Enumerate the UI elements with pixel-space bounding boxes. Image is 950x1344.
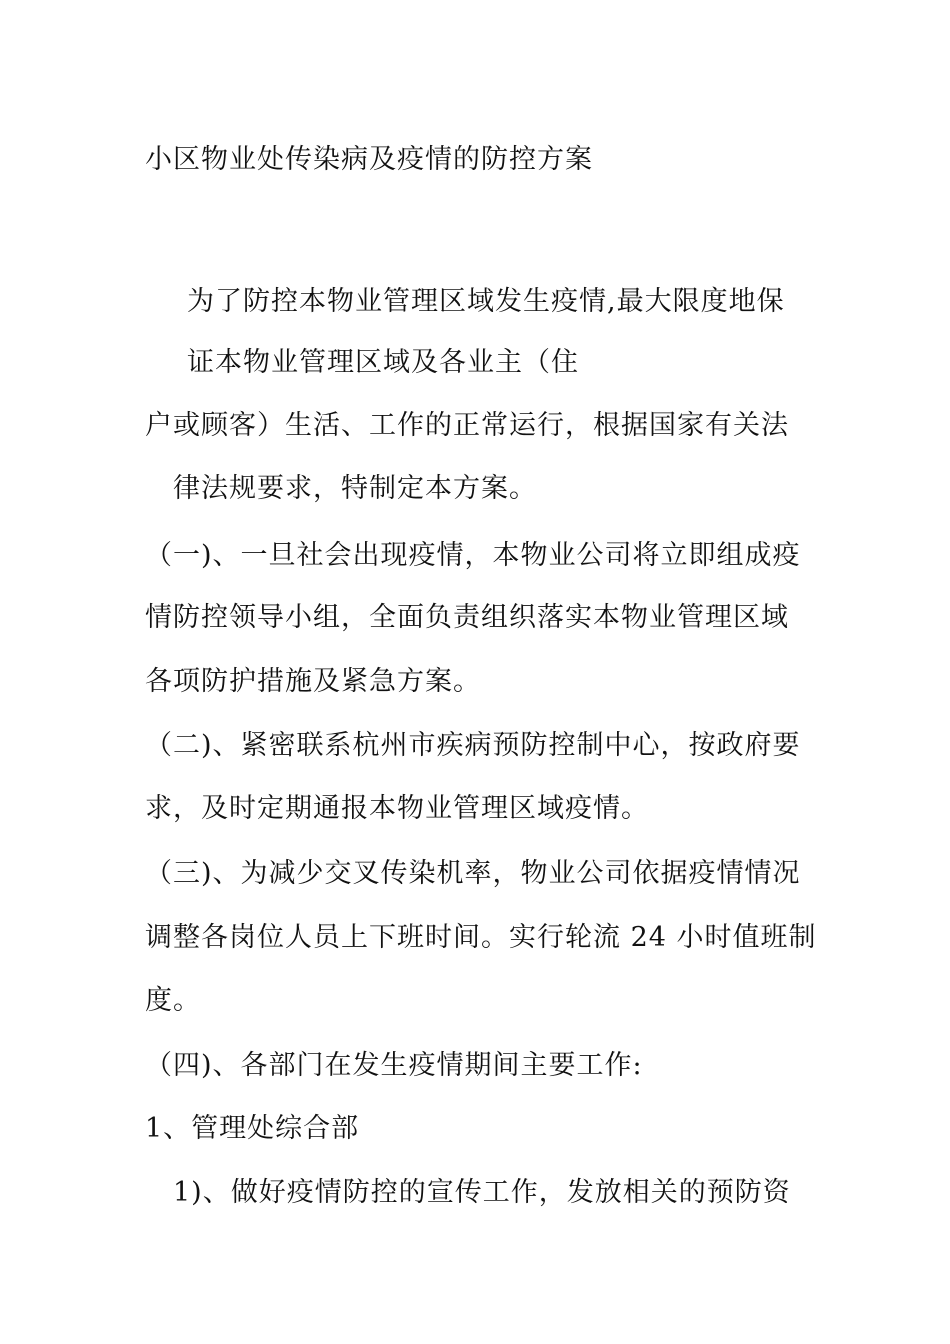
- paragraph-line: 户或顾客）生活、工作的正常运行，根据国家有关法: [145, 410, 789, 441]
- paragraph-line: 为了防控本物业管理区域发生疫情,最大限度地保: [187, 286, 785, 317]
- paragraph-line: 1、管理处综合部: [145, 1113, 360, 1144]
- document-title: 小区物业处传染病及疫情的防控方案: [145, 144, 593, 175]
- paragraph-line: 度。: [145, 985, 201, 1016]
- paragraph-line: 1)、做好疫情防控的宣传工作，发放相关的预防资: [173, 1177, 791, 1208]
- paragraph-line: （二)、紧密联系杭州市疾病预防控制中心，按政府要: [145, 730, 801, 761]
- paragraph-line: 求，及时定期通报本物业管理区域疫情。: [145, 793, 649, 824]
- paragraph-line: （三)、为减少交叉传染机率，物业公司依据疫情情况: [145, 858, 801, 889]
- paragraph-line: 律法规要求，特制定本方案。: [173, 473, 537, 504]
- paragraph-line: 情防控领导小组，全面负责组织落实本物业管理区域: [145, 602, 789, 633]
- paragraph-line: （一)、一旦社会出现疫情，本物业公司将立即组成疫: [145, 540, 801, 571]
- paragraph-line: 调整各岗位人员上下班时间。实行轮流 24 小时值班制: [145, 922, 817, 953]
- paragraph-line: 各项防护措施及紧急方案。: [145, 666, 481, 697]
- paragraph-line: 证本物业管理区域及各业主（住: [187, 347, 579, 378]
- paragraph-line: （四)、各部门在发生疫情期间主要工作:: [145, 1050, 643, 1081]
